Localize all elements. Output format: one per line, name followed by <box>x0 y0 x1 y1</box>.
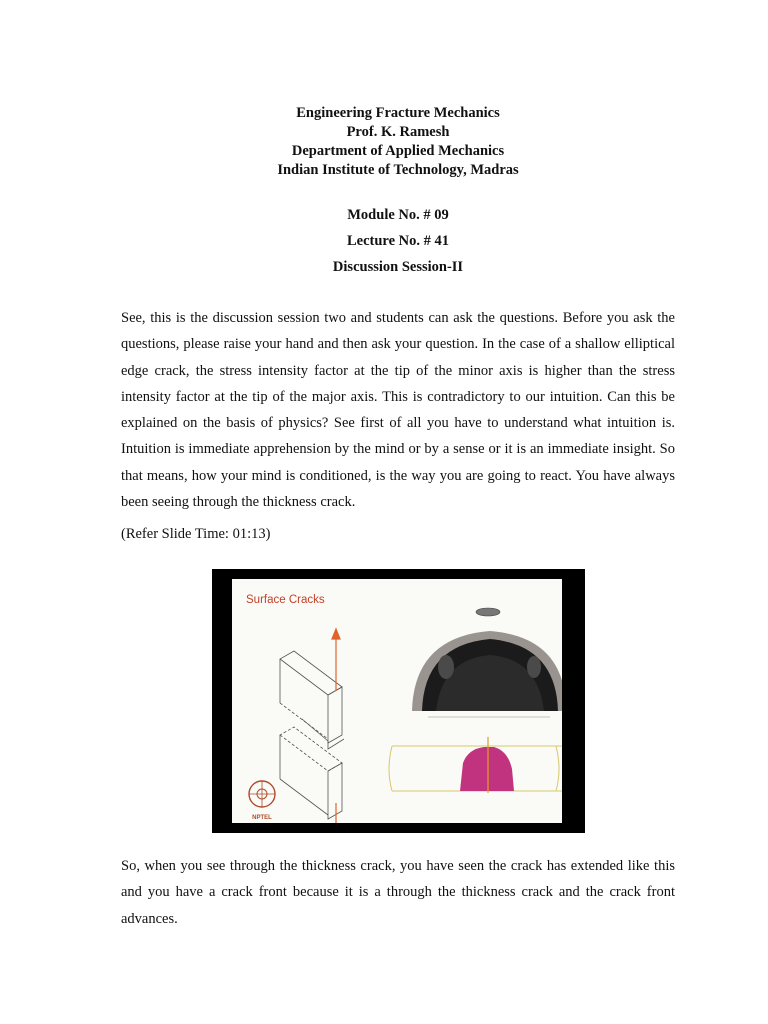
document-header <box>0 104 768 180</box>
refer-slide-time: (Refer Slide Time: 01:13) <box>121 526 271 542</box>
slide-title: Surface Cracks <box>246 594 325 606</box>
fracture-surface-photo <box>412 631 562 717</box>
department-name: Department of Applied Mechanics <box>291 143 505 159</box>
lecture-number: Lecture No. # 41 <box>346 233 450 249</box>
paragraph-1: See, this is the discussion session two and students can ask the questions. Before you ask the questions, please raise your hand and then ask your question. In the case of a shallow elliptical edge crack, the stress intensity factor at the tip of the minor axis is higher than the stress intensity factor at the tip of the major axis. This is contradictory to our intuition. Can this be explained on the basis of physics? See first of all you have to understand what intuition is. Intuition is immediate apprehension by the mind or by a sense or it is an immediate insight. So that means, how your mind is conditioned, is the way you are going to react. You have always been seeing through the thickness crack. <box>121 310 675 511</box>
professor-name: Prof. K. Ramesh <box>346 124 450 140</box>
load-arrows <box>332 629 340 823</box>
svg-text:NPTEL: NPTEL <box>252 815 272 821</box>
slide-content <box>232 579 562 823</box>
institute-name: Indian Institute of Technology, Madras <box>277 162 519 178</box>
slide-figures <box>232 579 562 823</box>
nptel-logo <box>249 781 275 821</box>
lecture-slide-image <box>212 569 585 833</box>
crack-ellipse-small <box>476 608 500 616</box>
paragraph-2: So, when you see through the thickness crack, you have seen the crack has extended like this and you have a crack front because it is a through the thickness crack and the crack front advances. <box>121 858 675 927</box>
module-number: Module No. # 09 <box>347 207 449 223</box>
course-title: Engineering Fracture Mechanics <box>296 105 500 121</box>
module-info <box>0 202 768 280</box>
session-title: Discussion Session-II <box>332 259 464 275</box>
crack-front-diagram <box>389 737 562 793</box>
specimen-drawing <box>280 651 344 819</box>
